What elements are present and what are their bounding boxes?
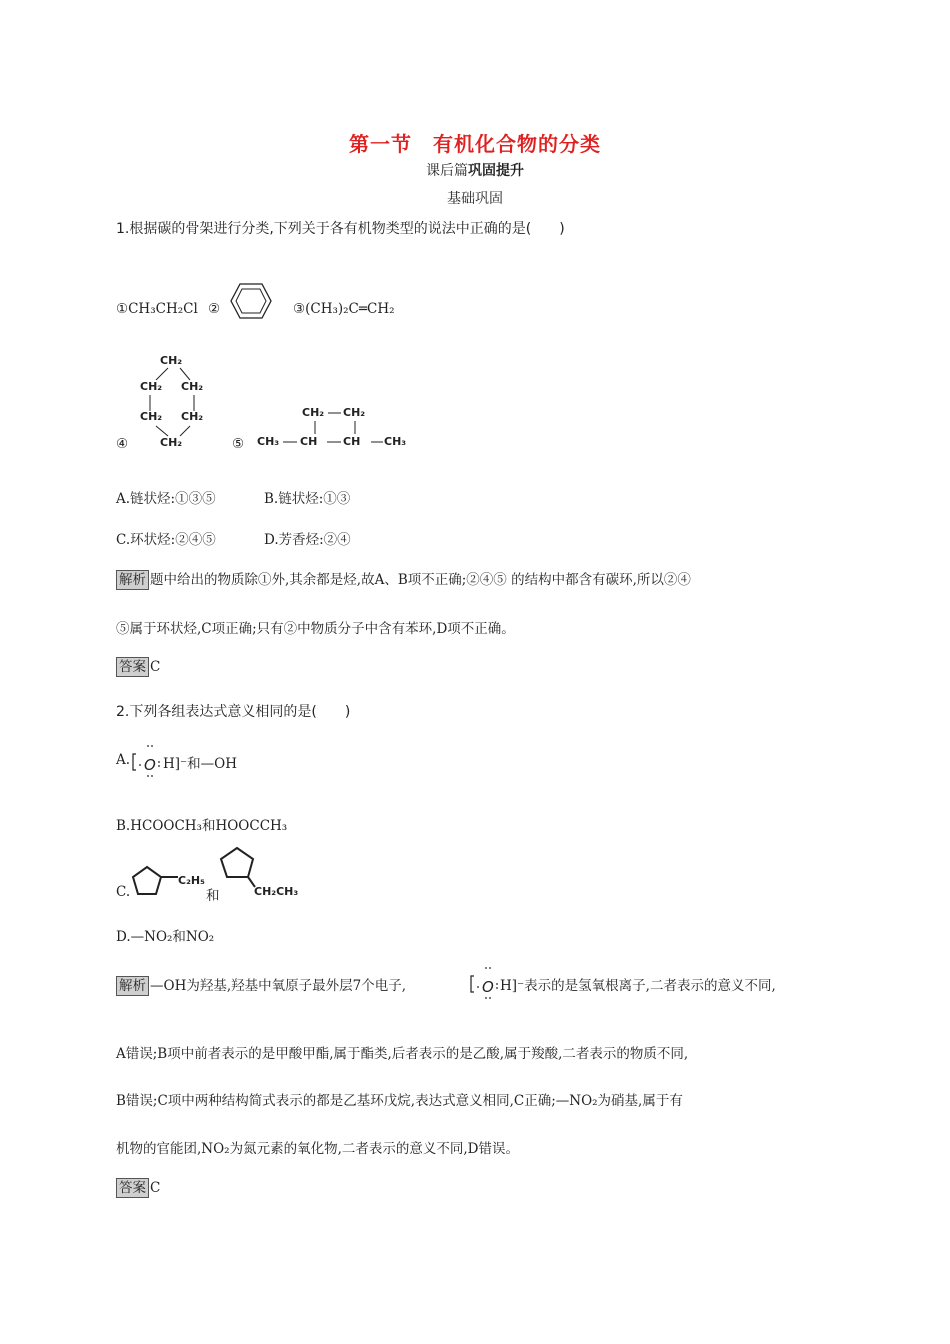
subtitle-bold: 巩固提升 (468, 163, 524, 179)
answer-tag: 答案 (116, 657, 149, 677)
ch2ch3-label: CH₂CH₃ (254, 885, 299, 898)
hydroxide-dot-structure (130, 740, 164, 780)
benzene-ring-diagram (230, 281, 272, 321)
page-subtitle (0, 160, 950, 180)
ring-ch2-lower-left: CH₂ (140, 410, 163, 423)
q1-answer: 答案 C (116, 657, 160, 677)
q2-option-b: B.HCOOCH₃和HOOCCH₃ (116, 818, 288, 834)
cb-ch2-right: CH₂ (343, 406, 366, 419)
q2-option-a-suffix: H]⁻和—OH (163, 756, 238, 772)
q2-option-d: D.—NO₂和NO₂ (116, 929, 215, 945)
subtitle-plain: 课后篇 (426, 163, 468, 179)
page-title: 第一节 有机化合物的分类 (349, 132, 601, 156)
q2-option-c-prefix: C. (116, 884, 131, 900)
q1-item3: ③(CH₃)₂C═CH₂ (293, 301, 395, 317)
q2-analysis-line3: B错误;C项中两种结构简式表示的都是乙基环戊烷,表达式意义相同,C正确;—NO₂为硝基,属于有 (116, 1093, 683, 1109)
ring-ch2-bottom: CH₂ (160, 436, 183, 449)
cb-ch-left: CH (300, 435, 318, 448)
q1-stem: 1.根据碳的骨架进行分类,下列关于各有机物类型的说法中正确的是( ) (116, 221, 565, 237)
ring-ch2-top: CH₂ (160, 354, 183, 367)
ring-ch2-lower-right: CH₂ (181, 410, 204, 423)
q1-option-d: D.芳香烃:②④ (264, 532, 351, 548)
q1-option-a: A.链状烃:①③⑤ (116, 491, 216, 507)
q1-item4-label: ④ (116, 436, 129, 452)
c2h5-label: C₂H₅ (178, 874, 205, 887)
q2-option-c-he: 和 (206, 888, 220, 904)
q1-analysis-line2: ⑤属于环状烃,C项正确;只有②中物质分子中含有苯环,D项不正确。 (116, 621, 515, 637)
q2-analysis-line1a: 解析 —OH为羟基,羟基中氧原子最外层7个电子, (116, 974, 406, 996)
q1-analysis-line1: 解析 题中给出的物质除①外,其余都是烃,故A、B项不正确;②④⑤ 的结构中都含有碳环,所以②④ (116, 568, 691, 590)
q1-option-b: B.链状烃:①③ (264, 491, 351, 507)
cb-ch2-left: CH₂ (302, 406, 325, 419)
q2-analysis-line4: 机物的官能团,NO₂为氮元素的氧化物,二者表示的意义不同,D错误。 (116, 1141, 519, 1157)
answer-tag: 答案 (116, 1178, 149, 1198)
cb-ch3-right: CH₃ (384, 435, 407, 448)
q2-answer: 答案 C (116, 1178, 160, 1198)
oxygen-symbol: O (144, 756, 156, 774)
q2-stem: 2.下列各组表达式意义相同的是( ) (116, 704, 351, 720)
ring-ch2-upper-left: CH₂ (140, 380, 163, 393)
q2-analysis-line2: A错误;B项中前者表示的是甲酸甲酯,属于酯类,后者表示的是乙酸,属于羧酸,二者表示的物质不同, (116, 1046, 689, 1062)
q2-analysis-line1b: H]⁻表示的是氢氧根离子,二者表示的意义不同, (500, 978, 776, 994)
q1-item2-label: ② (208, 301, 221, 317)
q1-item5-label: ⑤ (232, 436, 245, 452)
oxygen-symbol-2: O (482, 978, 494, 996)
cb-ch-right: CH (343, 435, 361, 448)
analysis-tag: 解析 (116, 570, 149, 590)
analysis-tag: 解析 (116, 976, 149, 996)
q2-option-a: A. (116, 752, 131, 768)
q1-item1: ①CH₃CH₂Cl (116, 301, 198, 317)
section-heading: 基础巩固 (447, 191, 503, 207)
ring-ch2-upper-right: CH₂ (181, 380, 204, 393)
cb-ch3-left: CH₃ (257, 435, 280, 448)
hydroxide-dot-structure-2 (468, 962, 502, 1002)
cyclopentane-ring-1 (130, 864, 180, 898)
q1-option-c: C.环状烃:②④⑤ (116, 532, 216, 548)
